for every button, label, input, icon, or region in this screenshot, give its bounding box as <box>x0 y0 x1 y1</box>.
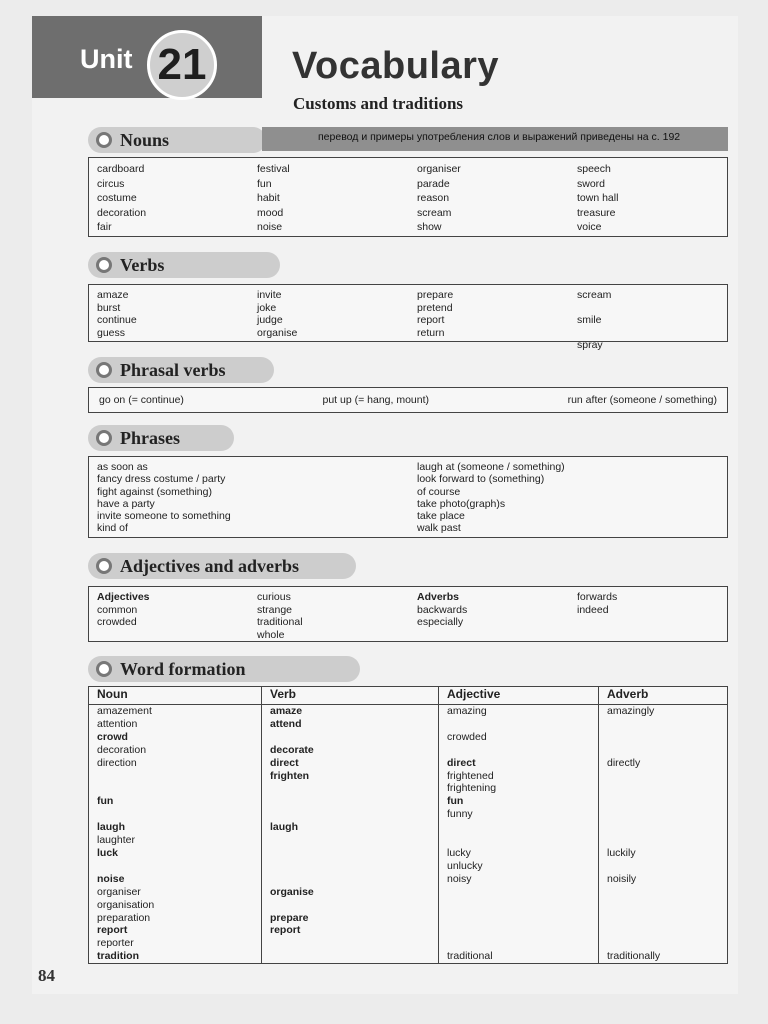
table-cell: fun <box>89 795 262 808</box>
section-header-phrasal-verbs <box>88 357 274 383</box>
vocab-word: prepare <box>417 289 454 301</box>
table-row <box>89 860 728 873</box>
section-header-phrases <box>88 425 234 451</box>
section-header-nouns <box>88 127 266 153</box>
table-cell: lucky <box>439 847 599 860</box>
verbs-list <box>89 285 727 356</box>
word-column <box>97 591 257 641</box>
vocab-word: invite <box>257 289 282 301</box>
vocab-word: invite someone to something <box>97 510 231 523</box>
column-header: Adverb <box>599 687 728 705</box>
section-title: Adjectives and adverbs <box>120 555 299 576</box>
table-row <box>89 795 728 808</box>
vocab-word: Adjectives <box>97 591 150 603</box>
table-cell: noisily <box>599 873 728 886</box>
table-cell <box>262 950 439 963</box>
bullet-icon <box>96 661 112 677</box>
vocab-word: joke <box>257 301 277 314</box>
vocab-word: scream <box>577 289 612 301</box>
table-cell: noisy <box>439 873 599 886</box>
vocab-word: burst <box>97 301 121 314</box>
table-cell <box>439 924 599 937</box>
section-title: Phrasal verbs <box>120 359 226 380</box>
vocab-word: take place <box>417 510 465 523</box>
page-number: 84 <box>38 966 55 985</box>
table-cell: crowd <box>89 731 262 744</box>
vocab-word: forwards <box>577 591 618 603</box>
vocab-word <box>577 327 737 340</box>
table-row <box>89 744 728 757</box>
table-row <box>89 757 728 770</box>
table-cell: attend <box>262 718 439 731</box>
table-row <box>89 718 728 731</box>
vocab-word: speech <box>577 163 611 175</box>
word-column <box>257 162 417 235</box>
table-cell <box>439 899 599 912</box>
adjectives-box <box>88 586 728 642</box>
table-cell: directly <box>599 757 728 770</box>
table-cell <box>262 782 439 795</box>
word-column <box>417 289 577 352</box>
vocab-word: judge <box>257 314 283 326</box>
page-title: Vocabulary <box>292 45 500 87</box>
table-cell <box>599 937 728 950</box>
section-header-word-formation <box>88 656 360 682</box>
phrases-list <box>89 457 727 539</box>
word-column <box>577 289 737 352</box>
word-column <box>97 162 257 235</box>
column-header: Adjective <box>439 687 599 705</box>
table-cell <box>262 937 439 950</box>
vocab-word: parade <box>417 177 450 190</box>
vocab-word: voice <box>577 221 602 233</box>
table-cell: attention <box>89 718 262 731</box>
table-cell: unlucky <box>439 860 599 873</box>
vocab-word: circus <box>97 177 125 190</box>
table-row <box>89 937 728 950</box>
table-cell <box>89 770 262 783</box>
table-cell <box>599 924 728 937</box>
column-header: Verb <box>262 687 439 705</box>
vocab-word: scream <box>417 206 452 219</box>
word-column <box>577 162 737 235</box>
vocab-word: kind of <box>97 522 128 535</box>
table-cell <box>599 821 728 834</box>
table-cell <box>599 782 728 795</box>
vocab-word: common <box>97 603 138 616</box>
vocab-word: organiser <box>417 163 461 175</box>
table-cell <box>599 808 728 821</box>
table-cell: luck <box>89 847 262 860</box>
word-column <box>97 461 417 535</box>
word-column <box>577 591 737 641</box>
table-cell: frightened <box>439 770 599 783</box>
vocab-word: strange <box>257 603 293 616</box>
table-cell: amazing <box>439 705 599 718</box>
bullet-icon <box>96 257 112 273</box>
table-cell <box>262 731 439 744</box>
table-cell: funny <box>439 808 599 821</box>
table-cell: report <box>262 924 439 937</box>
table-row <box>89 924 728 937</box>
vocab-word: smile <box>577 314 602 326</box>
vocab-word: take photo(graph)s <box>417 497 506 510</box>
table-cell <box>599 744 728 757</box>
section-title: Phrases <box>120 427 180 448</box>
page-subtitle: Customs and traditions <box>293 94 464 113</box>
phrasal-verbs-box <box>88 387 728 413</box>
nouns-list <box>89 158 727 239</box>
table-cell: direct <box>262 757 439 770</box>
vocab-word: crowded <box>97 616 137 628</box>
word-column <box>417 162 577 235</box>
bullet-icon <box>96 132 112 148</box>
table-cell: laughter <box>89 834 262 847</box>
verbs-box <box>88 284 728 351</box>
table-cell: luckily <box>599 847 728 860</box>
vocab-word: look forward to (something) <box>417 473 545 486</box>
nouns-box <box>88 157 728 237</box>
table-cell <box>439 834 599 847</box>
vocab-word: amaze <box>97 289 129 301</box>
word-formation-body <box>89 705 728 964</box>
vocab-word: organise <box>257 326 298 339</box>
table-cell: amazingly <box>599 705 728 718</box>
vocab-word: of course <box>417 485 461 498</box>
vocab-word: reason <box>417 192 450 204</box>
table-row <box>89 731 728 744</box>
vocab-word: decoration <box>97 206 147 219</box>
vocab-word: curious <box>257 591 291 603</box>
table-cell: traditional <box>439 950 599 963</box>
table-cell: fun <box>439 795 599 808</box>
table-cell: prepare <box>262 912 439 925</box>
table-row <box>89 899 728 912</box>
vocab-word: town hall <box>577 192 619 204</box>
table-cell <box>262 899 439 912</box>
vocab-word: noise <box>257 221 283 233</box>
word-column <box>417 591 577 641</box>
table-cell <box>262 808 439 821</box>
table-cell: frighten <box>262 770 439 783</box>
vocab-word: guess <box>97 326 126 339</box>
table-row <box>89 912 728 925</box>
section-title: Word formation <box>120 658 246 679</box>
word-formation-table <box>88 686 728 964</box>
table-cell: amazement <box>89 705 262 718</box>
table-cell: crowded <box>439 731 599 744</box>
vocab-word: return <box>417 326 445 339</box>
table-cell: direction <box>89 757 262 770</box>
vocab-word: show <box>417 221 442 233</box>
vocab-word: spray <box>577 339 603 351</box>
table-cell: laugh <box>89 821 262 834</box>
phrases-box <box>88 456 728 538</box>
table-cell <box>439 937 599 950</box>
vocab-word: backwards <box>417 603 468 616</box>
vocab-word: mood <box>257 206 284 219</box>
bullet-icon <box>96 362 112 378</box>
word-column <box>417 461 737 535</box>
phrasal-verb: run after (someone / something) <box>567 394 717 406</box>
table-cell: noise <box>89 873 262 886</box>
vocab-word: as soon as <box>97 461 148 473</box>
table-cell <box>439 886 599 899</box>
table-cell <box>262 873 439 886</box>
table-cell: amaze <box>262 705 439 718</box>
table-row <box>89 808 728 821</box>
table-cell: tradition <box>89 950 262 963</box>
vocab-word <box>577 302 737 315</box>
section-header-verbs <box>88 252 280 278</box>
table-cell <box>262 860 439 873</box>
table-row <box>89 834 728 847</box>
word-column <box>257 289 417 352</box>
table-cell: decoration <box>89 744 262 757</box>
vocab-word: Adverbs <box>417 591 460 603</box>
bullet-icon <box>96 430 112 446</box>
table-cell: laugh <box>262 821 439 834</box>
table-cell: reporter <box>89 937 262 950</box>
vocab-word: laugh at (someone / something) <box>417 461 565 473</box>
vocab-word: continue <box>97 314 137 326</box>
table-cell <box>439 744 599 757</box>
table-cell <box>599 834 728 847</box>
vocab-word: cardboard <box>97 163 145 175</box>
table-row <box>89 821 728 834</box>
table-cell <box>439 718 599 731</box>
table-cell <box>89 782 262 795</box>
vocab-word: indeed <box>577 603 609 616</box>
vocab-word: costume <box>97 192 137 204</box>
unit-number-badge: 21 <box>147 30 217 100</box>
table-cell <box>599 912 728 925</box>
table-cell: organise <box>262 886 439 899</box>
table-row <box>89 705 728 718</box>
table-cell <box>599 860 728 873</box>
table-cell: organisation <box>89 899 262 912</box>
phrasal-verbs-list <box>89 388 727 412</box>
column-header: Noun <box>89 687 262 705</box>
table-cell <box>599 731 728 744</box>
table-cell <box>262 795 439 808</box>
table-cell <box>439 821 599 834</box>
vocab-word: pretend <box>417 301 453 314</box>
table-cell <box>599 886 728 899</box>
vocab-word: report <box>417 314 445 326</box>
table-cell <box>599 899 728 912</box>
section-title: Verbs <box>120 254 165 275</box>
vocab-word: festival <box>257 163 290 175</box>
vocab-word: walk past <box>417 522 461 535</box>
table-header-row <box>89 687 728 705</box>
unit-label: Unit <box>80 44 133 74</box>
table-cell <box>89 808 262 821</box>
table-cell: direct <box>439 757 599 770</box>
table-cell <box>89 860 262 873</box>
word-column <box>257 591 417 641</box>
word-column <box>97 289 257 352</box>
phrasal-verb: go on (= continue) <box>99 394 184 406</box>
table-cell: traditionally <box>599 950 728 963</box>
vocab-word: whole <box>257 628 285 641</box>
table-row <box>89 950 728 963</box>
table-cell: organiser <box>89 886 262 899</box>
table-cell <box>599 770 728 783</box>
phrasal-verb: put up (= hang, mount) <box>322 394 430 406</box>
vocab-word: habit <box>257 192 280 204</box>
vocab-word: traditional <box>257 616 303 628</box>
table-cell <box>439 912 599 925</box>
table-cell: report <box>89 924 262 937</box>
table-row <box>89 847 728 860</box>
table-cell: decorate <box>262 744 439 757</box>
table-row <box>89 873 728 886</box>
table-row <box>89 886 728 899</box>
vocab-word: fun <box>257 177 272 190</box>
section-header-adjectives-adverbs <box>88 553 356 579</box>
vocab-word: sword <box>577 177 606 190</box>
vocab-word: fight against (something) <box>97 485 212 498</box>
bullet-icon <box>96 558 112 574</box>
table-row <box>89 782 728 795</box>
vocab-word: especially <box>417 616 464 628</box>
reference-note: перевод и примеры употребления слов и выражений приведены на с. 192 <box>318 131 681 143</box>
section-title: Nouns <box>120 129 170 150</box>
table-cell <box>262 834 439 847</box>
table-row <box>89 770 728 783</box>
table-cell <box>599 718 728 731</box>
adjectives-adverbs-list <box>89 587 727 645</box>
table-cell: preparation <box>89 912 262 925</box>
vocab-word: fancy dress costume / party <box>97 473 226 486</box>
vocab-word: fair <box>97 221 112 233</box>
table-cell <box>599 795 728 808</box>
table-cell <box>262 847 439 860</box>
table-cell: frightening <box>439 782 599 795</box>
vocab-word: have a party <box>97 497 155 510</box>
vocab-word: treasure <box>577 206 616 219</box>
